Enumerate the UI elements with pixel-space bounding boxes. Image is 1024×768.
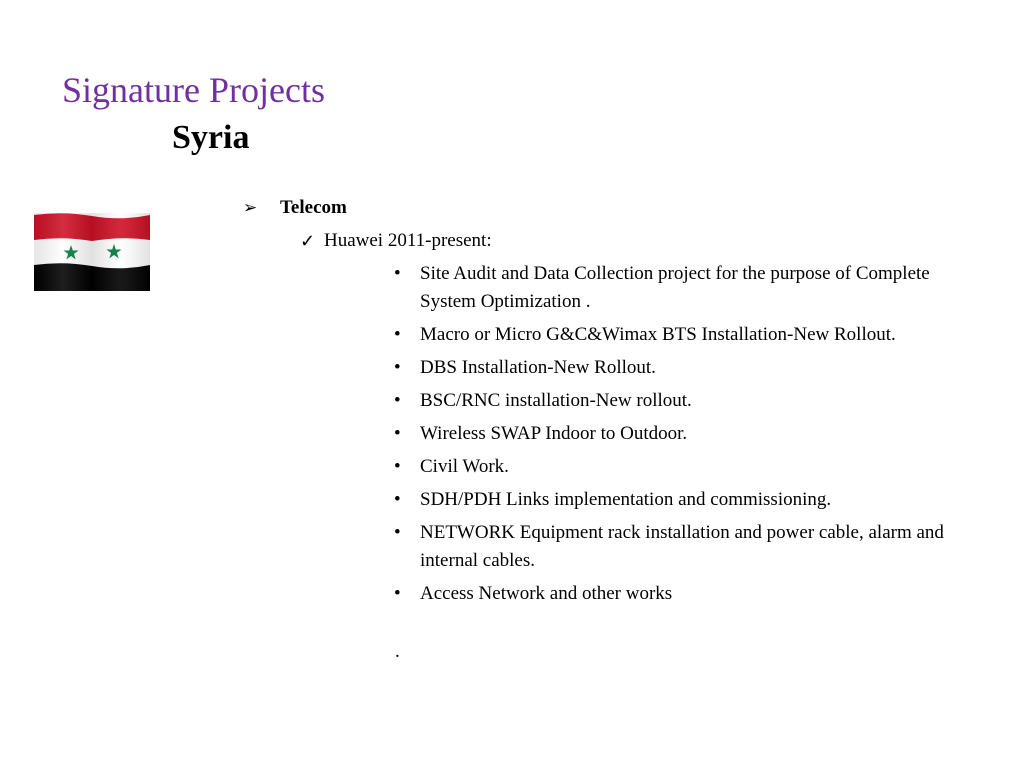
syria-flag-icon xyxy=(34,213,150,291)
list-item: • Wireless SWAP Indoor to Outdoor. xyxy=(392,420,952,448)
list-item: • Macro or Micro G&C&Wimax BTS Installation-New Rollout. xyxy=(392,321,952,349)
bullet-dot-icon: • xyxy=(394,583,401,604)
project-list xyxy=(392,260,952,613)
list-item: • Site Audit and Data Collection project for the purpose of Complete System Optimization . xyxy=(392,260,952,316)
bullet-dot-icon: • xyxy=(394,263,401,284)
section-label: Telecom xyxy=(280,197,347,218)
bullet-dot-icon: • xyxy=(394,390,401,411)
list-item: • DBS Installation-New Rollout. xyxy=(392,354,952,382)
list-item: • NETWORK Equipment rack installation and power cable, alarm and internal cables. xyxy=(392,519,952,575)
bullet-dot-icon: • xyxy=(394,423,401,444)
bullet-dot-icon: • xyxy=(394,456,401,477)
slide-subtitle: Syria xyxy=(172,119,250,156)
arrow-bullet-icon: ➢ xyxy=(243,198,258,217)
bullet-dot-icon: • xyxy=(394,489,401,510)
client-label: Huawei 2011-present: xyxy=(324,230,492,251)
bullet-dot-icon: • xyxy=(394,357,401,378)
list-item: • Civil Work. xyxy=(392,453,952,481)
list-item: • Access Network and other works xyxy=(392,580,952,608)
checkmark-bullet-icon: ✓ xyxy=(300,231,316,251)
trailing-period: . xyxy=(395,641,400,662)
list-item: • BSC/RNC installation-New rollout. xyxy=(392,387,952,415)
list-item: • SDH/PDH Links implementation and commissioning. xyxy=(392,486,952,514)
bullet-dot-icon: • xyxy=(394,522,401,543)
bullet-dot-icon: • xyxy=(394,324,401,345)
slide-title: Signature Projects xyxy=(62,70,325,110)
